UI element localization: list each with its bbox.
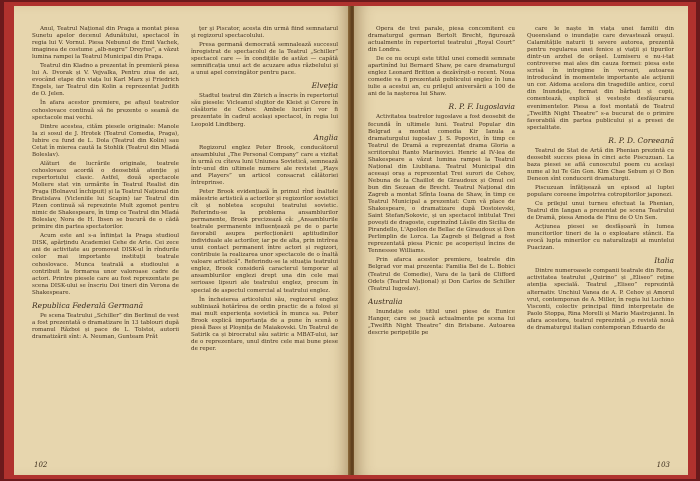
paragraph: Teatrul de Stat de Artă din Phenian prezintă cu deosebit succes piesa în cinci acte Piscuzuan. La baza piesei se află cunoscutul poem cu același nume al lui Te Gin Gon. Kim Chae Sebum și O Bon Deneon sînt conducerii dramaturgii. [527, 147, 674, 182]
paragraph: Presa germană democrată semnalează succesul înregistrat de spectacolul de la Teatrul „Schiller” spectacol care — în condițiile de astăzi — capătă semnificația unui act de acuzare adus răzbelului și a unui apel convingător pentru pace. [191, 42, 338, 77]
paragraph: Teatrul din Kladno a prezentat în premieră piesa lui A. Dvorak și V. Vejvalka, Pentru ziua de azi, evocând etape din viața lui Karl Marx și Friedrich Engels, iar Teatrul din Kolin a reprezentat Judith de O. Jelen. [32, 63, 179, 98]
paragraph: Acțiunea piesei se desfășoară în lumea muncitorilor tineri de la o exploatare stâncii. Ea evocă lupta minerilor cu naturalizații ai muntelui Puacizan. [527, 224, 674, 252]
section-heading: R. P. F. Iugoslavia [448, 102, 515, 112]
right-page [354, 6, 688, 475]
section-heading: Republica Federală Germană [32, 300, 144, 310]
paragraph: ţer şi Piscator, acesta din urmă fiind semnatarul şi regizorul spectacolului. [191, 26, 338, 40]
right-page-columns [368, 26, 674, 453]
paragraph: Peter Brook evidențiază în primul rînd înaltele măiestrie artistică a actorilor și regizorilor sovietici cît și nobletea scopului teatrului sovietic. Referindu-se la problema ansamblurilor permanente, Brook precizează că: „Ansamblurile teatrale permanente influențează pe de o parte favorabil asupra perfecționării aptitudinilor individuale ale actorilor, iar pe de alta, prin intrîrea unui contact permanent între actori și regizori, contribuie la realizarea unor spectacole de o înaltă valoare artistică”. Referindu-se la situația teatrului englez, Brook consideră caracterul temporar al ansamblurilor englezi drept una din cele mai serioase lipsuri ale teatrului englez, precum în special de aspectul comercial al teatrului englez. [191, 188, 338, 294]
paragraph: Pe scena Teatrului „Schiller” din Berlinul de vest a fost prezentată o dramatizare în 13 tablouri după romanul Război și pace de L. Tolstoi, autorii dramatizării sînt: A. Neuman, Gunteam Prăt [32, 312, 179, 340]
page-number: 103 [656, 461, 670, 469]
left-page [14, 6, 350, 475]
paragraph: În afara acestor premiere, pe afișul teatrelor cehoslovace continuă să fie prezente o seamă de spectacole mai vechi. [32, 100, 179, 121]
paragraph: care le naște în viața unei familii din Queensland o inundație care devastează orașul. Calamitățile naturii ți severe autorea, prezentă pentru regularea unei fenice și viații și tipurilor dintr-un arzhel de orășel. Lumiseru e nu-i-tat controverse mai ales din cauza formei: piesa este scrisă în intregime în versuri, autoarea introducând în momentele importante ale acțiunii un cor. Aidoma acelora din tragediile antice, corul din Inundație, format din bărbați și copii, comentează, explică și vestește desfășurarea evenimentelor. Piesa a fost montată de Teatrul „Twelfth Night Theatre” s-a bucurat de o primire favorabilă din partea publicului și a presei de specialitate. [527, 26, 674, 131]
page-number: 102 [34, 461, 48, 469]
paragraph: De ce nu ocupi este titlul unei comedii semnate apartinînd lui Bernard Shaw, pe care dramaturgul englez Leonard Britton a dezăvîrșit-o recent. Noua comedie va fi prezentată publicului englez în luna iulie a acestui an, cu prilejul aniversării a 100 de ani de la nașterea lui Shaw. [368, 56, 515, 98]
paragraph: Cu prilejul unui turneu efectuat la Phenian, Teatrul din Iangan a prezentat pe scena Teatrului de Dramă, piesa Amoda de Finu de O Un Sen. [527, 201, 674, 222]
paragraph: În încheierea articolului său, regizorul englez subliniază hotărîrea de ordin practic de a folosi și mai mult experiența sovietică în munca sa. Peter Brook explică importanța de a pune în scenă o piesă Bass și Ploșnița de Maiakovski. Un Teatrul de Satirik ca și birocratul său satiric a MBAT-ului, iar de o reprezentare, unul dintre cele mai bune piese de reper. [191, 296, 338, 352]
right-column-1 [368, 26, 515, 453]
section-heading: Australia [368, 296, 403, 306]
right-column-2 [527, 26, 674, 453]
left-column-1 [32, 26, 179, 453]
paragraph: Piscuzuan înfățișează un episod al luptei populare coreene împotriva cotropitorilor japonezi. [527, 184, 674, 198]
paragraph: Alături de lucrările originale, teatrele cehoslovace acordă o deosebită atenție și repertoriului clasic. Astfel, două spectacole Moliere stat vin urmărite în Teatrul Realist din Praga (Bolnavul închipuit) și la Teatrul Național din Bratislava (Vicleniile lui Scapin) iar Teatrul din Plzen continuă să reprezinte Mult zgomot pentru nimic de Shakespeare, în timp ce Teatrul din Mladá Boleslav, Nora de H. Ibsen se bucură de o cădă primire din partea spectatorilor. [32, 160, 179, 231]
paragraph: Anul, Teatrul Național din Praga a montat piesa Sunetu apelor decenul Adunătului, spectacol în regia lui V. Vornul. Piesa Nebunul de Emil Vachek, imaginea de costume „alb-negru” Dreyfus”, a văzut lumina rampei la Teatrul Municipal din Praga. [32, 26, 179, 61]
left-column-2 [191, 26, 338, 453]
left-page-columns [32, 26, 338, 453]
paragraph: Dintre numeroasele companii teatrale din Roma, activitatea teatrului „Quirino” și „Eliseo” reține atenția specială. Teatrul „Eliseo” reprezintă alternativ. Unchiul Vanea de A. P. Cehov și Amorul vrut, contemporan de A. Miller, în regia lui Luchino Visconti, colectiv principal fiind interpretate de Paolo Stoppa, Rina Morelli și Mario Mastrojanni. În afara acestora, teatrul reprezintă „o revistă nouă de dramaturgul italian contemporan Eduardo de [527, 268, 674, 331]
paragraph: Prin afarca acestor premiere, teatrele din Belgrad vor mai prezenta: Familia Bel de L. Bobici (Teatrul de Comedie), Vara de la țară de Clifford Odets (Teatrul Național) și Don Carlos de Schiller (Teatrul Iugoslav). [368, 257, 515, 292]
paragraph: Dintre acestea, cităm piesele originale: Manole Ia zi sosul de J. Hrotek (Teatrul Comedia, Praga), Iubire cu fund de L. Dola (Teatrul din Kolin) sau Cetat în mierea caută Ia Stohlik (Teatrul din Mladá Boleslav). [32, 123, 179, 158]
paragraph: Stadtul teatrul din Zürich a înscris în repertoriul său piesele: Vicleanul slujitor de Kleist și Cerere în căsătorie de Cehov. Ambele lucrări vor fi prezentate în cadrul același spectacol, în regia lui Leopold Lindtberg. [191, 93, 338, 128]
paragraph: Acum este anl s-a înființat la Praga studioul DISK, apărțindu Academiei Cehe de Arte. Cei zece ani de activitate au promovat DISK-ul în rîndurile celor mai importante instituții teatrale cehoslovace. Munca teatrală a studioului a contribuit la formarea unor valoroase cadre de actori. Printre piesele care au fost reprezentate pe scena DISK-ului se înscriu Doi tineri din Verona de Shakespeare. [32, 233, 179, 296]
paragraph: Regizorul englez Peter Brook, conducătorul ansamblului „The Personal Company” care a vizitat în urmă cu cîteva luni Uniunea Sovietică, semnează într-unul din ultimele numere ale revistei „Plays and Players” un articol consacrat călătoriei întreprinse. [191, 144, 338, 186]
paragraph: Opera de trei parale, piesa concomitent cu dramaturgul german Bertolt Brecht, figurează actualmente în repertoriul teatrului „Royal Court” din Londra. [368, 26, 515, 54]
paragraph: Activitatea teatrelor iugoslave a fost deosebit de fecundă în ultimele luni. Teatrul Popular din Belgrad a montat comedia Kir Ianula a dramaturgului iugoslav J. S. Popovici, în timp ce Teatrul de Dramă a reprezentat drama Gloria a scriitorului Ranto Marinovici. Henric al IV-lea de Shakespeare a văzut lumina rampei la Teatrul Național din Liubliana. Teatrul Municipal din aceeași oraș a reprezentat Trei surori de Cehov, Nebuna de la Chaillot de Giraudoux și Omul cel bun din Sezuan de Brecht. Teatrul Național din Zagreb a montat Sfînta Ioana de Shaw, în timp ce Teatrul Municipal a prezentat: Cum vă place de Shakespeare, o dramatizare după Dostoievski, Saint Stefan/Sokovic, și un spectacol intitulat Trei povești de dragoste, cuprinzînd Lăsile din Sicilia de Pirandello, L'Apollon de Bellac de Giraudoux și Don Perlimplin de Lorca. La Zagreb și Belgrad a fost reprezentată piesa Picnic pe acoperișul încins de Tennessee Williams. [368, 114, 515, 255]
open-book [4, 2, 696, 479]
section-heading: Italia [654, 256, 674, 266]
section-heading: R. P. D. Coreeană [608, 135, 674, 145]
section-heading: Elveţia [311, 81, 338, 91]
paragraph: Inundație este titlul unei piese de Eunice Hanger, care se joacă actualmente pe scena lui „Twelfth Night Theatre” din Brisbane. Autoarea descrie peripețiile pe [368, 308, 515, 336]
section-heading: Anglia [313, 132, 338, 142]
